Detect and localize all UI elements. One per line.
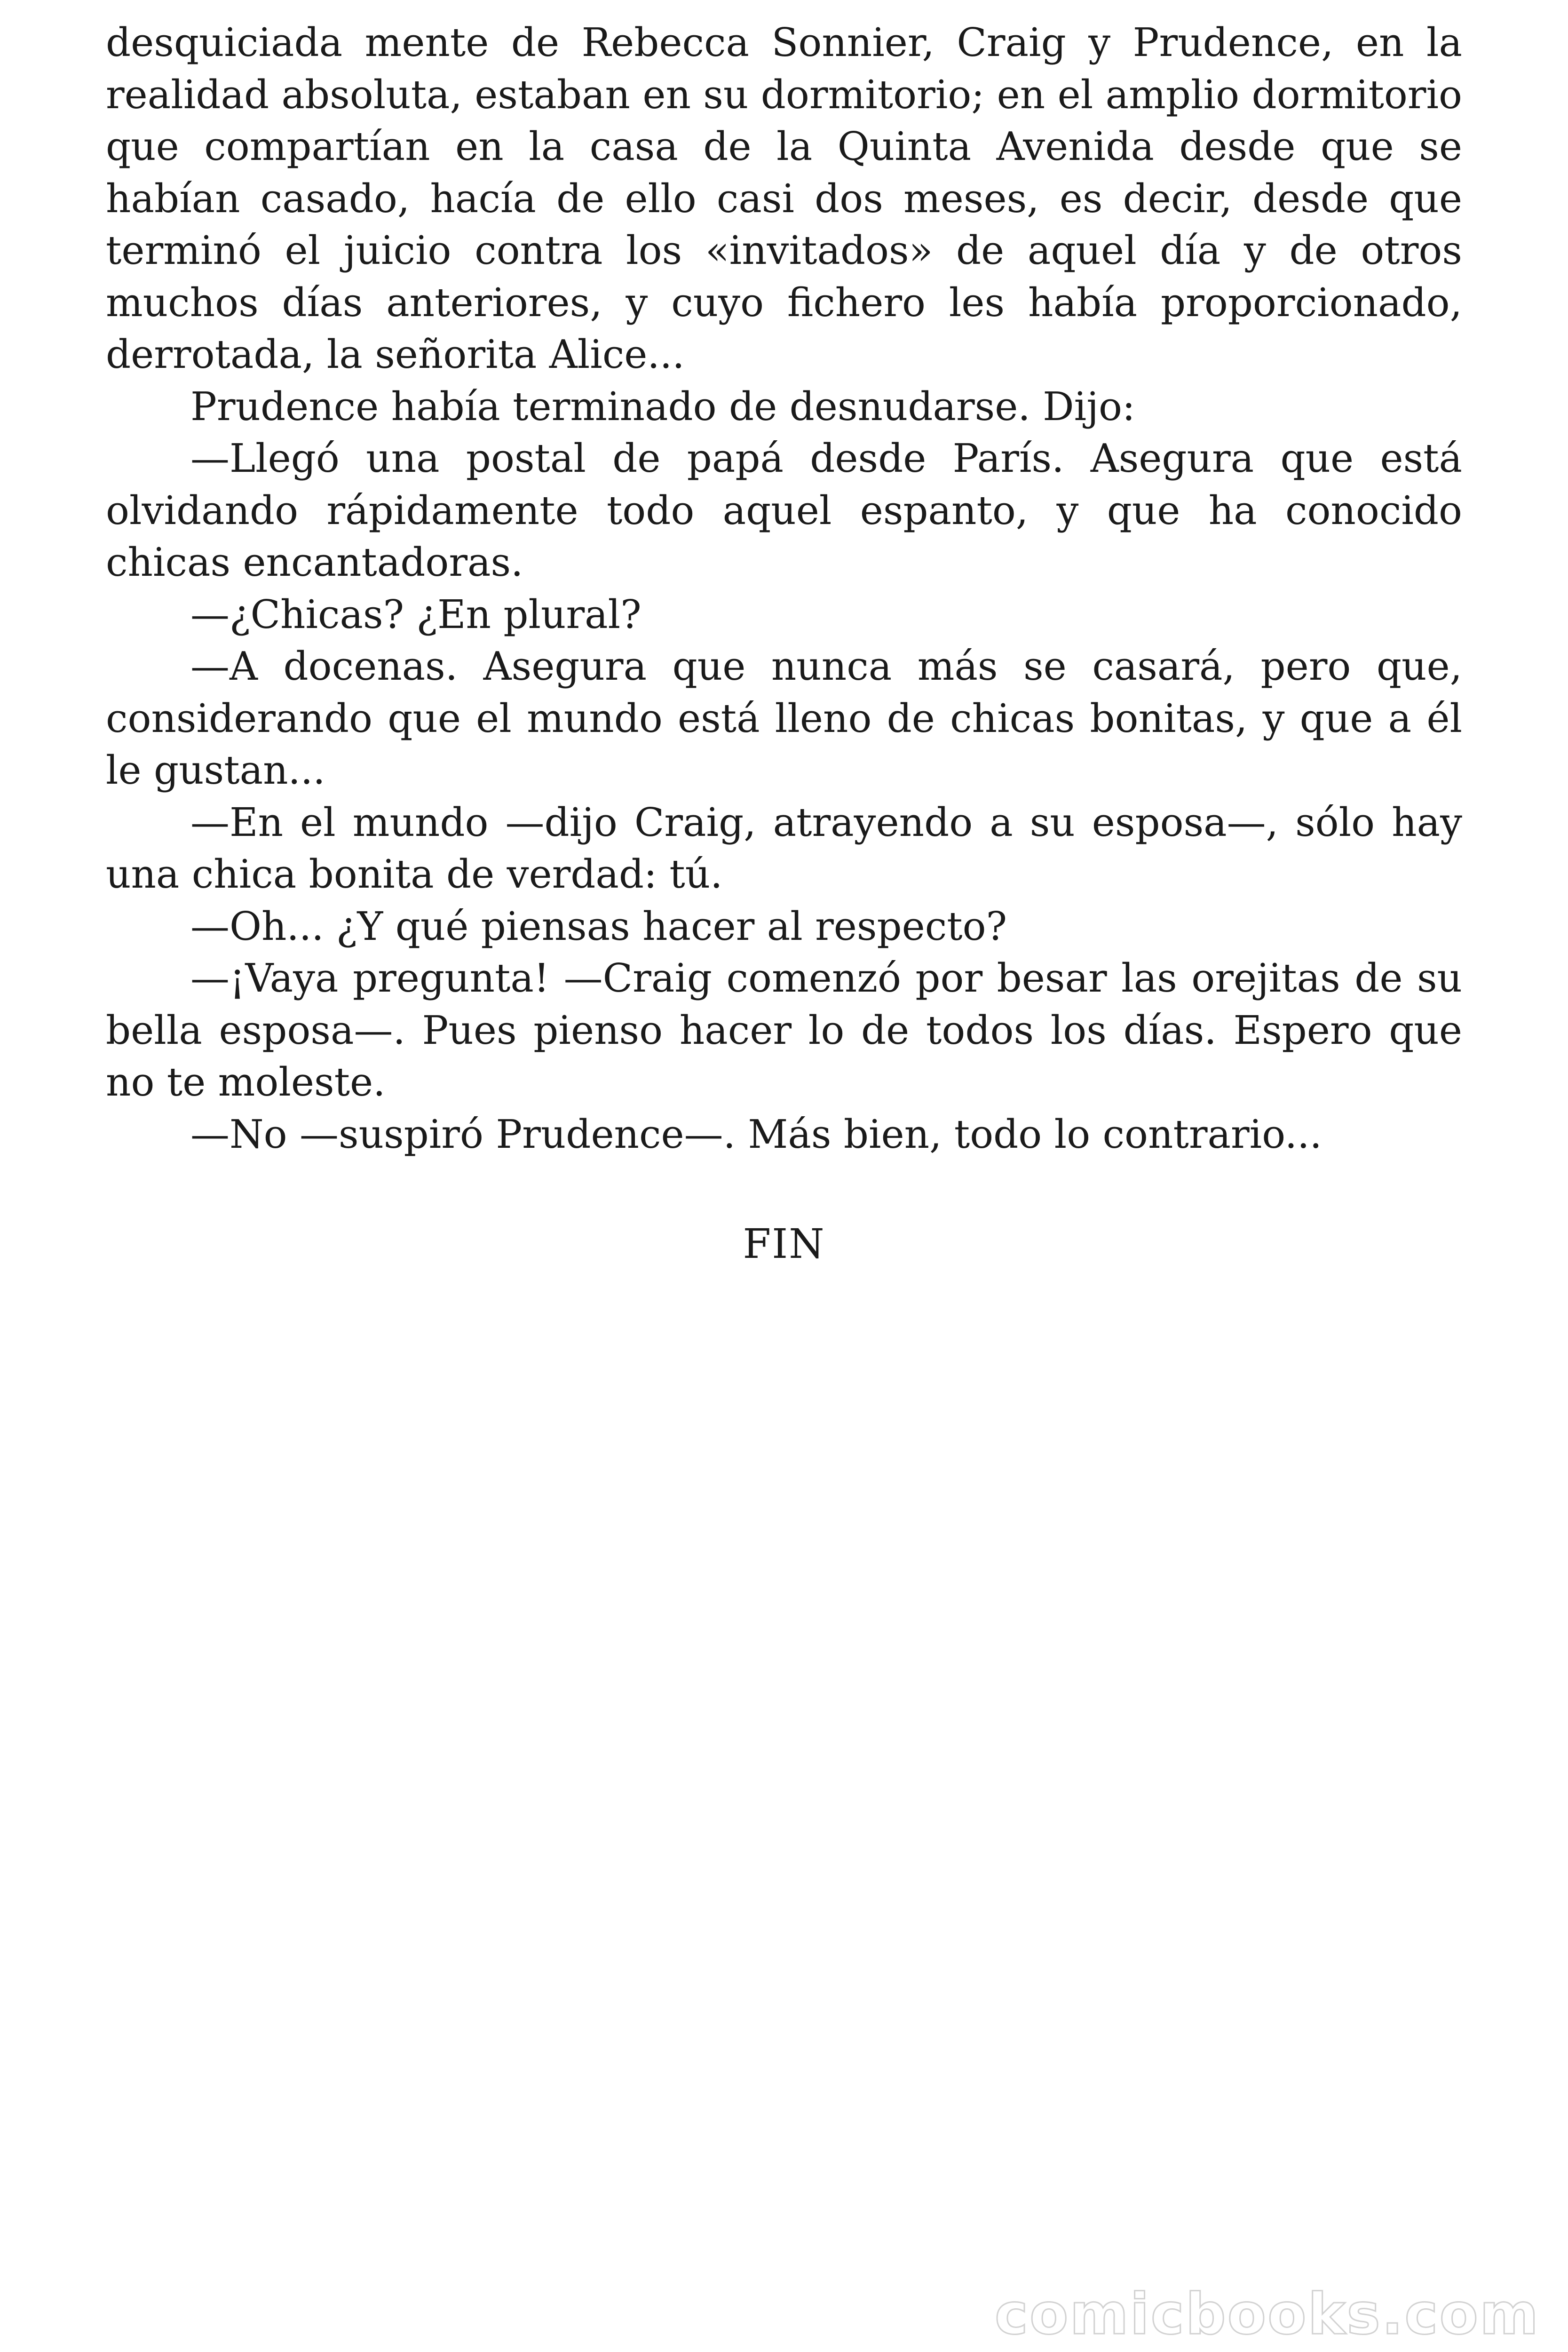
paragraph: —A docenas. Asegura que nunca más se casará, pero que, considerando que el mundo está lleno de chicas bonitas, y que a él le gustan...	[106, 644, 1462, 793]
end-mark: FIN	[743, 1221, 825, 1268]
paragraph: —No —suspiró Prudence—. Más bien, todo lo contrario...	[190, 1111, 1322, 1157]
paragraph: —¿Chicas? ¿En plural?	[190, 591, 641, 637]
body-text	[106, 17, 1462, 1160]
watermark: comicbooks.com	[994, 2282, 1540, 2347]
paragraph: —¡Vaya pregunta! —Craig comenzó por besar las orejitas de su bella esposa—. Pues pienso hacer lo de todos los días. Espero que no te moleste.	[106, 955, 1462, 1105]
page-content	[106, 17, 1462, 1268]
paragraph: —En el mundo —dijo Craig, atrayendo a su esposa—, sólo hay una chica bonita de verdad: tú.	[106, 799, 1462, 897]
paragraph: Prudence había terminado de desnudarse. Dijo:	[190, 383, 1135, 429]
paragraph: desquiciada mente de Rebecca Sonnier, Craig y Prudence, en la realidad absoluta, estaban en su dormitorio; en el amplio dormitorio que compartían en la casa de la Quinta Avenida desde que se habían casado, hacía de ello casi dos meses, es decir, desde que terminó el juicio contra los «invitados» de aquel día y de otros muchos días anteriores, y cuyo fichero les había proporcionado, derrotada, la señorita Alice...	[106, 20, 1462, 377]
paragraph: —Oh... ¿Y qué piensas hacer al respecto?	[190, 903, 1007, 949]
paragraph: —Llegó una postal de papá desde París. Asegura que está olvidando rápidamente todo aquel espanto, y que ha conocido chicas encantadoras.	[106, 436, 1462, 585]
